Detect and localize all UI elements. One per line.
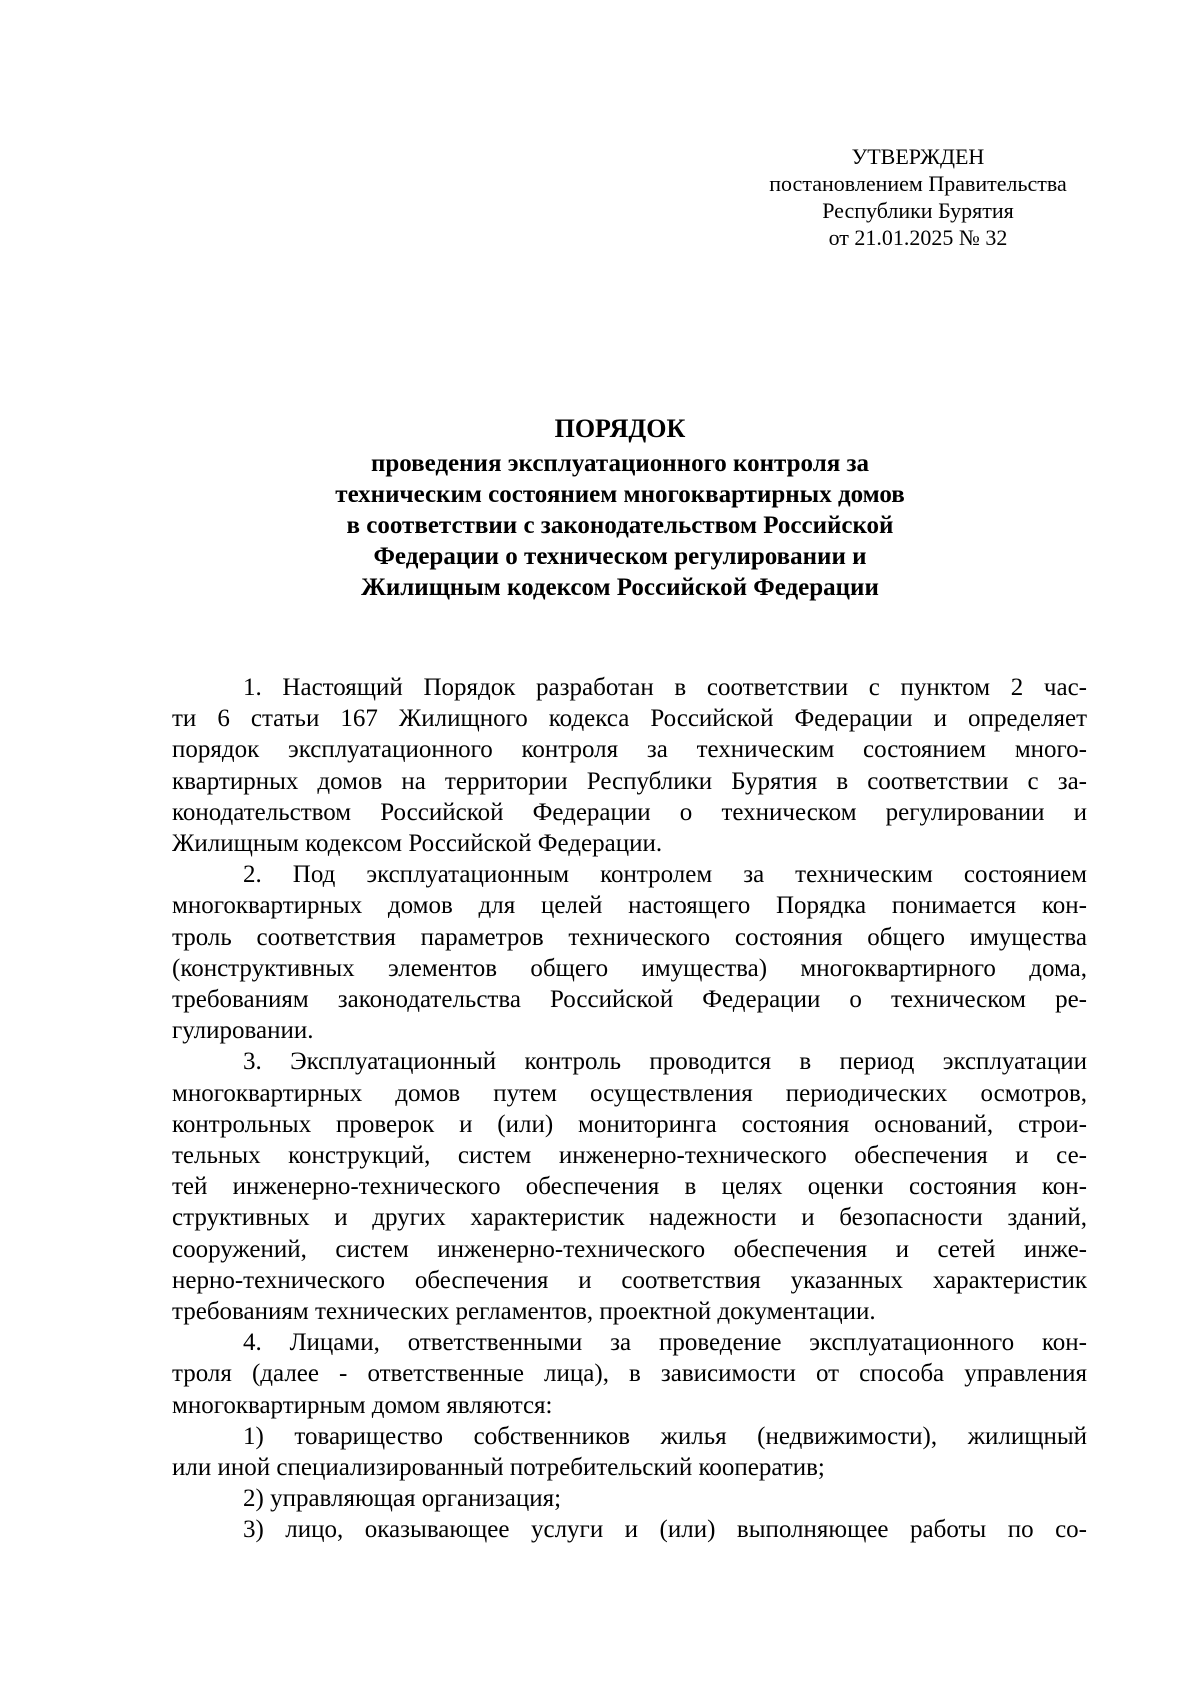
document-subtitle (150, 448, 1090, 603)
paragraph-line: 1. Настоящий Порядок разработан в соответствии с пунктом 2 час- (243, 674, 1087, 701)
paragraph-line: тей инженерно-технического обеспечения в целях оценки состояния кон- (172, 1173, 1087, 1201)
paragraph-line: тельных конструкций, систем инженерно-технического обеспечения и се- (172, 1142, 1087, 1170)
paragraph-line: порядок эксплуатационного контроля за техническим состоянием много- (172, 736, 1087, 764)
paragraph-line: ти 6 статьи 167 Жилищного кодекса Российской Федерации и определяет (172, 705, 1087, 733)
paragraph-line: требованиям законодательства Российской Федерации о техническом ре- (172, 986, 1087, 1014)
paragraph-line: многоквартирным домом являются: (172, 1391, 553, 1419)
list-item-line: 1) товарищество собственников жилья (недвижимости), жилищный (243, 1422, 1087, 1450)
paragraph-line: 3. Эксплуатационный контроль проводится в период эксплуатации (243, 1048, 1087, 1076)
document-body (172, 672, 1087, 1546)
paragraph-line: Жилищным кодексом Российской Федерации. (172, 830, 663, 858)
approval-line: Республики Бурятия (822, 198, 1014, 223)
paragraph-line: 4. Лицами, ответственными за проведение эксплуатационного кон- (243, 1329, 1087, 1357)
paragraph-line: (конструктивных элементов общего имущества) многоквартирного дома, (172, 954, 1087, 982)
approval-date-number: от 21.01.2025 № 32 (828, 225, 1008, 250)
paragraph-line: конодательством Российской Федерации о техническом регулировании и (172, 798, 1087, 826)
approval-line: постановлением Правительства (769, 171, 1067, 196)
paragraph-line: гулировании. (172, 1017, 314, 1045)
paragraph-line: структивных и других характеристик надежности и безопасности зданий, (172, 1204, 1087, 1232)
approval-heading: УТВЕРЖДЕН (851, 144, 985, 169)
subtitle-line: Федерации о техническом регулировании и (373, 543, 867, 570)
paragraph-line: многоквартирных домов путем осуществления периодических осмотров, (172, 1079, 1087, 1107)
list-item-line: или иной специализированный потребительский кооператив; (172, 1454, 825, 1482)
subtitle-line: Жилищным кодексом Российской Федерации (361, 574, 879, 601)
paragraph-line: троль соответствия параметров технического состояния общего имущества (172, 923, 1087, 951)
list-item-line: 2) управляющая организация; (243, 1485, 562, 1513)
document-title: ПОРЯДОК (554, 414, 686, 443)
paragraph-line: 2. Под эксплуатационным контролем за техническим состоянием (243, 861, 1087, 889)
document-title-block (150, 410, 1090, 603)
subtitle-line: проведения эксплуатационного контроля за (370, 450, 870, 477)
approval-stamp (748, 143, 1088, 251)
subtitle-line: в соответствии с законодательством Российской (346, 512, 894, 539)
paragraph-line: требованиям технических регламентов, проектной документации. (172, 1298, 876, 1326)
paragraph-line: многоквартирных домов для целей настоящего Порядка понимается кон- (172, 892, 1087, 920)
paragraph-line: сооружений, систем инженерно-технического обеспечения и сетей инже- (172, 1235, 1087, 1263)
paragraph-line: троля (далее - ответственные лица), в зависимости от способа управления (172, 1360, 1087, 1388)
list-item-line: 3) лицо, оказывающее услуги и (или) выполняющее работы по со- (243, 1516, 1087, 1544)
subtitle-line: техническим состоянием многоквартирных домов (335, 481, 905, 508)
paragraph-line: контрольных проверок и (или) мониторинга состояния оснований, строи- (172, 1110, 1087, 1138)
paragraph-line: квартирных домов на территории Республики Бурятия в соответствии с за- (172, 767, 1087, 795)
paragraph-line: нерно-технического обеспечения и соответствия указанных характеристик (172, 1266, 1087, 1294)
